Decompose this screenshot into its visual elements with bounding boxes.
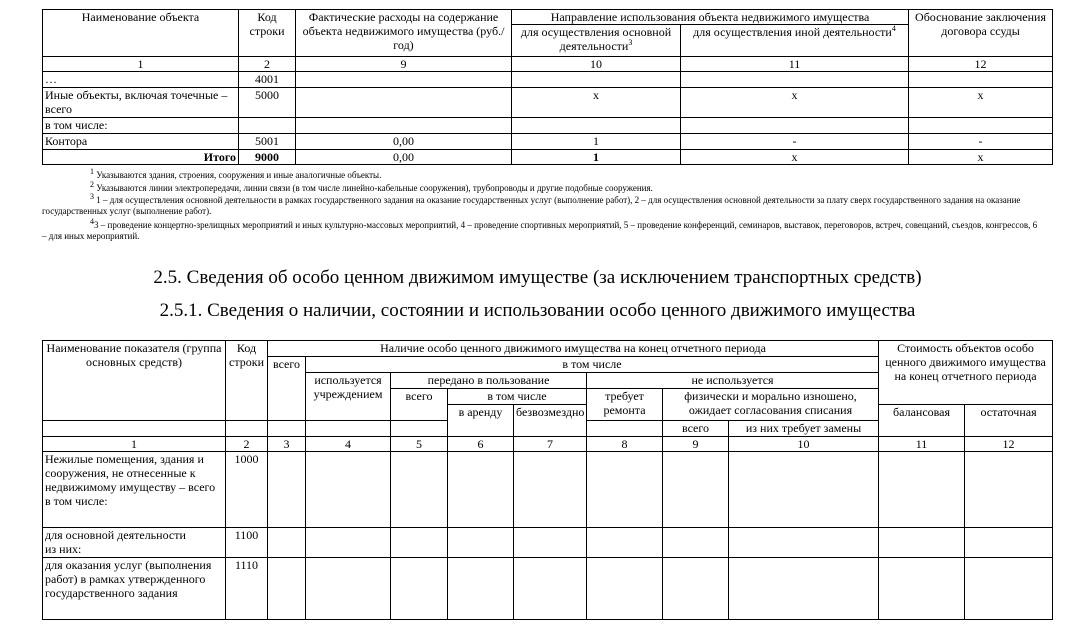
col-header-other-activity: для осуществления иной деятельности$^4$ — [681, 25, 909, 57]
row-expenses — [296, 118, 512, 134]
col-header-name: Наименование показателя (группа основных средств) — [43, 341, 226, 421]
col-number: 1 — [43, 437, 226, 452]
row-c11: x — [681, 88, 909, 118]
col-number: 2 — [239, 57, 296, 72]
col-number: 11 — [879, 437, 965, 452]
table-row — [43, 558, 1053, 620]
total-label: Итого — [43, 150, 239, 165]
subsection-heading: 2.5.1. Сведения о наличии, состоянии и использовании особо ценного движимого имущества — [159, 300, 916, 321]
col-number: 10 — [729, 437, 879, 452]
row-name: … — [43, 72, 239, 88]
col-number: 3 — [268, 437, 306, 452]
col-header-free: безвозмездно — [514, 405, 587, 437]
row-name: Иные объекты, включая точечные – всего — [43, 88, 239, 118]
row-expenses: 0,00 — [296, 134, 512, 150]
row-code: 1000 — [226, 452, 268, 528]
footnote-1: $^1$ Указываются здания, строения, сооружения и иные аналогичные объекты. — [90, 167, 382, 180]
col-header-transferred: передано в пользование — [391, 373, 587, 389]
row-c12 — [909, 118, 1053, 134]
col-header-spacer — [43, 421, 226, 437]
table-row — [43, 452, 1053, 528]
col-header-transferred-including: в том числе — [448, 389, 587, 405]
row-code: 1110 — [226, 558, 268, 620]
col-header-obsolete: физически и морально изношено, ожидает согласования списания — [663, 389, 879, 421]
row-code — [239, 118, 296, 134]
col-header-direction: Направление использования объекта недвижимого имущества — [512, 10, 909, 25]
row-code: 1100 — [226, 528, 268, 558]
section-heading: 2.5. Сведения об особо ценном движимом имуществе (за исключением транспортных средств) — [153, 267, 922, 288]
col-header-expenses: Фактические расходы на содержание объекта недвижимого имущества (руб./год) — [296, 10, 512, 57]
col-number: 9 — [296, 57, 512, 72]
col-number: 9 — [663, 437, 729, 452]
col-header-rent: в аренду — [448, 405, 514, 437]
col-header-used: используется учреждением — [306, 373, 391, 421]
row-expenses — [296, 72, 512, 88]
col-number: 2 — [226, 437, 268, 452]
row-c11 — [681, 72, 909, 88]
total-expenses: 0,00 — [296, 150, 512, 165]
col-number: 12 — [965, 437, 1053, 452]
row-name: Нежилые помещения, здания и сооружения, не отнесенные к недвижимому имуществу – всего в том числе: — [43, 452, 226, 528]
row-c10: 1 — [512, 134, 681, 150]
total-code: 9000 — [239, 150, 296, 165]
col-header-spacer — [391, 421, 448, 437]
col-header-presence: Наличие особо ценного движимого имущества на конец отчетного периода — [268, 341, 879, 357]
row-code: 4001 — [239, 72, 296, 88]
col-number: 12 — [909, 57, 1053, 72]
row-code: 5000 — [239, 88, 296, 118]
row-c12 — [909, 72, 1053, 88]
row-name: для оказания услуг (выполнения работ) в рамках утвержденного государственного задания — [43, 558, 226, 620]
row-name: для основной деятельности из них: — [43, 528, 226, 558]
total-c12: x — [909, 150, 1053, 165]
row-code: 5001 — [239, 134, 296, 150]
table-row — [43, 118, 1053, 134]
col-header-balance: балансовая — [879, 405, 965, 437]
movable-property-table — [42, 340, 1053, 620]
col-number: 1 — [43, 57, 239, 72]
row-c10: x — [512, 88, 681, 118]
col-header-name: Наименование объекта — [43, 10, 239, 57]
table-row — [43, 528, 1053, 558]
col-header-residual: остаточная — [965, 405, 1053, 437]
table-row — [43, 134, 1053, 150]
footnote-2: $^2$ Указываются линии электропередачи, линии связи (в том числе линейно-кабельные сооружения), трубопроводы и другие подобные сооружения. — [90, 180, 653, 193]
col-header-code: Код строки — [239, 10, 296, 57]
table-row — [43, 72, 1053, 88]
row-c12: x — [909, 88, 1053, 118]
col-header-spacer — [226, 421, 268, 437]
col-header-spacer — [587, 421, 663, 437]
footnote-3: $^3$ 1 – для осуществления основной деятельности в рамках государственного задания на оказание государственных услуг (выполнение работ), 2 – для осуществления основной деятельности за плату сверх государственного задания на оказание государственных услуг (выполнение работ). — [42, 192, 1021, 216]
col-header-including: в том числе — [306, 357, 879, 373]
row-name: Контора — [43, 134, 239, 150]
col-header-repair: требует ремонта — [587, 389, 663, 421]
col-header-transferred-total: всего — [391, 389, 448, 421]
row-c11: - — [681, 134, 909, 150]
col-header-obsolete-total: всего — [663, 421, 729, 437]
col-header-not-used: не используется — [587, 373, 879, 389]
row-c10 — [512, 72, 681, 88]
col-header-cost: Стоимость объектов особо ценного движимого имущества на конец отчетного периода — [879, 341, 1053, 405]
row-c12: - — [909, 134, 1053, 150]
row-expenses — [296, 88, 512, 118]
col-header-main-activity: для осуществления основной деятельности$^3$ — [512, 25, 681, 57]
col-header-basis: Обоснование заключения договора ссуды — [909, 10, 1053, 57]
col-header-code: Код строки — [226, 341, 268, 421]
row-c11 — [681, 118, 909, 134]
footnote-4: $^4$3 – проведение концертно-зрелищных мероприятий и иных культурно-массовых мероприятий, 4 – проведение спортивных мероприятий, 5 – проведение конференций, семинаров, выставок, переговоров, встреч, совещаний, съездов, конгрессов, 6 – для иных мероприятий. — [42, 217, 1038, 241]
col-header-spacer — [306, 421, 391, 437]
col-number: 8 — [587, 437, 663, 452]
real-estate-table — [42, 9, 1053, 165]
col-number: 7 — [514, 437, 587, 452]
total-c11: x — [681, 150, 909, 165]
col-number: 11 — [681, 57, 909, 72]
col-number: 6 — [448, 437, 514, 452]
col-number: 4 — [306, 437, 391, 452]
col-number: 10 — [512, 57, 681, 72]
total-c10: 1 — [512, 150, 681, 165]
row-c10 — [512, 118, 681, 134]
col-header-obsolete-replace: из них требует замены — [729, 421, 879, 437]
total-row — [43, 150, 1053, 165]
table-row — [43, 88, 1053, 118]
col-number: 5 — [391, 437, 448, 452]
col-header-spacer — [268, 421, 306, 437]
row-name: в том числе: — [43, 118, 239, 134]
col-header-total: всего — [268, 357, 306, 421]
